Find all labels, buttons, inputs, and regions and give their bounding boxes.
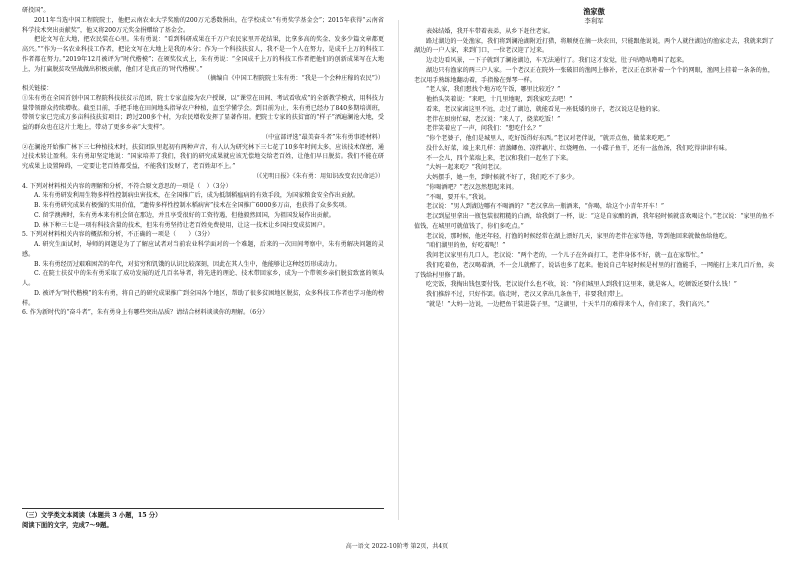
left-paragraph: 5. 下列对材料相关内容的概括和分析，不正确的一项是（ ）（3分） xyxy=(22,231,214,239)
story-paragraph: “大妈一起来吃？”我问老汉。 xyxy=(426,164,506,172)
story-paragraph: 他抬头笑着说：“来吧，十几里地呢，到我家吃去吧！” xyxy=(426,96,573,103)
story-paragraph: “你喝酒吧？”老汉忽然想起来问。 xyxy=(426,183,518,191)
story-paragraph: 老汉说，那时候，他还年轻，打渔的时候经常在湖上漂好几天，家里的老伴在家等他，等到他回来就做鱼给他吃。 xyxy=(426,232,731,240)
story-paragraph: 老汉说：“男人到湖边哪有不喝酒的？”老汉拿出一瓶酒来，“你喝，给这个小青年开车！” xyxy=(426,203,664,211)
left-paragraph: B. 朱有勇经历过艰难困苦的年代，对贫穷和饥饿的认识比较深刻，因此在其人生中，他能够让这种经历形成动力。 xyxy=(34,260,341,268)
story-paragraph: 大妈摆手，她一坐，到时候就不好了，我们吃不了多少。 xyxy=(426,174,579,181)
story-paragraph: 老伴笑着应了一声，问我们：“想吃什么？” xyxy=(426,125,542,133)
story-paragraph: 看来，老汉家离这里不远，走过了湖边，就能看见一座低矮的房子，老汉说这是他的家。 xyxy=(426,105,664,113)
left-paragraph: 相关链接： xyxy=(22,85,53,92)
story-paragraph: 湖边只有渔家的两三户人家。一个老汉正在院外一张破旧的渔网上修补，老汉正在织补着一个个的网眼，渔网上挂着一条条的鱼，老汉用手熟练地翻动着，手指像在弹琴一样。 xyxy=(414,66,774,84)
left-paragraph: 2011年当选中国工程院院士，他把云南农业大学奖励的200万元悉数捐出，在学校成立“有勇奖学基金会”；2015年获得“云南省科学技术突出贡献奖”，他又将200万元奖金捐赠给了基金会。 xyxy=(22,16,384,34)
story-paragraph: “咱们湖里的鱼，好吃着呢！” xyxy=(426,242,506,250)
story-paragraph: 不一会儿，四个菜端上来，老汉和我们一起坐了下来。 xyxy=(426,154,573,162)
story-paragraph: 我们推辞不过，只好作罢。临走时，老汉又拿出几条鱼干，非要我们带上。 xyxy=(426,291,628,298)
left-paragraph: （《光明日报》《朱有勇：用知识改变农民命运》） xyxy=(252,172,384,180)
left-paragraph: D. 林下种三七是一项有科技含量的技术，但朱有勇坚持让老百姓免费使用，让这一技术让乡国扫变成贫困户。 xyxy=(34,221,329,229)
story-title: 渔家傲 xyxy=(583,7,605,16)
right-column xyxy=(414,6,774,526)
story-paragraph: “老人家，我们想找个地方吃午饭，哪里比较近？” xyxy=(426,86,561,94)
story-paragraph: 吃完饭，我掏出钱包要付钱，老汉说什么也不收，说：“你们城里人到我们这里来，就是客人，吃顿饭还要什么钱！” xyxy=(426,281,737,289)
story-paragraph: 边走边看风景，一下子就到了澜沧湖边，车无法通行了。我们这才发觉，肚子咕噜咕噜叫了起来。 xyxy=(426,57,689,64)
left-paragraph: （摘编自《中国工程院院士朱有勇：“我是一个会种庄稼的农民”》） xyxy=(204,75,384,83)
left-paragraph: 研投国”。 xyxy=(22,7,50,14)
left-paragraph: ①朱有勇在全国首创中国工程院科技扶贫示范团，院士专家直接为农户授课，以“课堂在田间、考试看收成”的全新教学模式，用科技力量带领群众持续增收。截至目前，手把手地在田间地头指导农户种植，直至学懂学会。到目前为止，朱有勇已经办了840多期培训班，带领专家已完成万多亩科技扶贫项目；跨过200多个村，为农民增收发挥了显著作用。把院士专家的扶贫富的“样子”洒遍澜沧大地，受益的群众也在这片土地上，带动了更多乡亲“大变样”。 xyxy=(22,94,384,131)
column-divider xyxy=(398,20,399,520)
story-paragraph: 老汉到屋里拿出一瓶包装很粗糙的白酒，给我倒了一杯，说：“这是自家酿的酒，我年轻时候就喜欢喝这个。”老汉说：“家里的鱼不值钱，在城里可就值钱了，你们多吃点。” xyxy=(414,213,774,230)
left-column-text xyxy=(22,6,384,318)
left-column xyxy=(22,6,384,526)
story-paragraph: 老伴在厨房忙碌，老汉说：“来人了，烧菜吃饭！” xyxy=(426,115,561,123)
left-paragraph: 4. 下列对材料相关内容的理解和分析，不符合原文意思的一项是（ ）（3分） xyxy=(22,182,232,190)
story-paragraph: 我问老汉家里有几口人，老汉说：“两个老的，一个儿子在外面打工，老伴身体不好，就一直在家帮忙。” xyxy=(426,252,704,259)
left-paragraph: C. 留学澳洲时，朱有勇本来有机会留在那边，并且享受很好的工资待遇，但他毅然回国，为祖国发展作出贡献。 xyxy=(34,211,335,219)
story-paragraph: “你个老婆子，他们是城里人，吃好饭得好东西。”老汉对老伴说，“就弄点鱼，做菜来吃吧。” xyxy=(426,135,671,142)
section-instruction: 阅读下面的文字，完成7～9题。 xyxy=(22,522,113,529)
section-heading: （三）文学类文本阅读（本题共 3 小题，15 分） xyxy=(22,512,162,519)
story-text xyxy=(414,27,774,310)
story-paragraph: 我们吃着鱼，老汉喝着酒，不一会儿就醉了，说话也多了起来。他说自己年轻时候是村里的打渔能手，一网能打上来几百斤鱼，卖了钱给村里修了路。 xyxy=(414,261,774,279)
story-paragraph: 没什么好菜，端上来几样：清蒸鲫鱼、凉拌藕片、红烧鲤鱼、一小碟子鱼干，还有一盆鱼汤，我们吃得津津有味。 xyxy=(426,144,731,152)
left-paragraph: C. 在院士扶贫中的朱有勇采取了成功发展的近几百名导者，将先进的理论、技术带回家乡，成为一个带领乡亲们脱贫致富的领头人。 xyxy=(22,270,384,287)
left-paragraph: B. 朱有勇研究成果有极强的实用价值，“遗传多样性控制水稻病害”技术在全国推广6000多万亩，也获得了众多奖项。 xyxy=(34,202,351,209)
story-paragraph: “就是！”大妈一边说，一边把鱼干装进袋子里，“这湖里，十天半月的难得来个人，你们来了，我们高兴。” xyxy=(426,300,710,308)
story-paragraph: 路过湖边的一处渔家，我们将到澜沧湖附近打猎，将顺便在摘一块农田，只能跟他说说，两个人就往湖边的渔家走去，我就来到了湖边的一户人家，来到门口，一位老汉迎了过来。 xyxy=(414,37,774,55)
left-paragraph: A. 朱有勇研发利用生物多样性控制病虫害技术，在全国推广后，成为抵制稻瘟病的有效手段，为国家粮食安全作出贡献。 xyxy=(34,192,360,200)
story-author: 李利军 xyxy=(584,18,604,25)
left-paragraph: 把论文写在大地，把农民装在心里。朱有勇说：“看到科研成果在千万户农民家里开花结果，比拿多高的奖金、发多少篇文章都更高兴。”“作为一名农业科技工作者，把论文写在大地上是我的本分；作为一个科技扶贫人，我不是一个人在努力，是成千上万的科技工作者都在努力。”2019年12月被评为“时代楷模”；在颁奖仪式上，朱有勇说：“全国成千上万的科技工作者把他们的创新成果写在大地上，为打赢脱贫攻坚战做出积极贡献，他们才是真正的‘时代楷模’。” xyxy=(22,36,384,73)
story-paragraph: 表妹结婚，我开车带着表弟，从乡下赶往老家。 xyxy=(426,27,554,35)
story-paragraph: “不喝，要开车。”我说。 xyxy=(426,193,491,201)
page-footer: 高一语文 2022-10阶考 第2页，共4页 xyxy=(345,543,449,550)
left-paragraph: （中宣部评选“最美奋斗者”朱有勇事迹材料） xyxy=(261,133,384,141)
left-paragraph: ②在澜沧开始推广林下三七种植技术时，扶贫团队里起初有两种声音，有人认为研究林下三七花了10多年时间太多，应该技术保密，通过技术转让盈利。朱有勇却坚定地说：“国家培养了我们，我们的研究成果就应该无偿地交给老百姓，让他们早日脱贫。我们不能在研究成果上设置障碍，一定要让老百姓都受益，不能我们发财了，老百姓却不上。” xyxy=(22,143,384,170)
left-paragraph: D. 被评为“时代楷模”的朱有勇，将自己的研究成果推广到全国各个地区，帮助了很多贫困地区脱贫，众多科技工作者也学习他的榜样。 xyxy=(22,289,384,307)
section-divider-line xyxy=(22,508,384,509)
left-paragraph: A. 研究生面试时，导师的问题是为了了解应试者对当前农业科学面对的一个难题，后来的一次田间考察中，朱有勇解决问题的灵感。 xyxy=(22,241,384,258)
left-paragraph: 6. 作为新时代的“奋斗者”，朱有勇身上有哪些突出品质？请结合材料谈谈你的理解。（6分） xyxy=(22,309,269,317)
